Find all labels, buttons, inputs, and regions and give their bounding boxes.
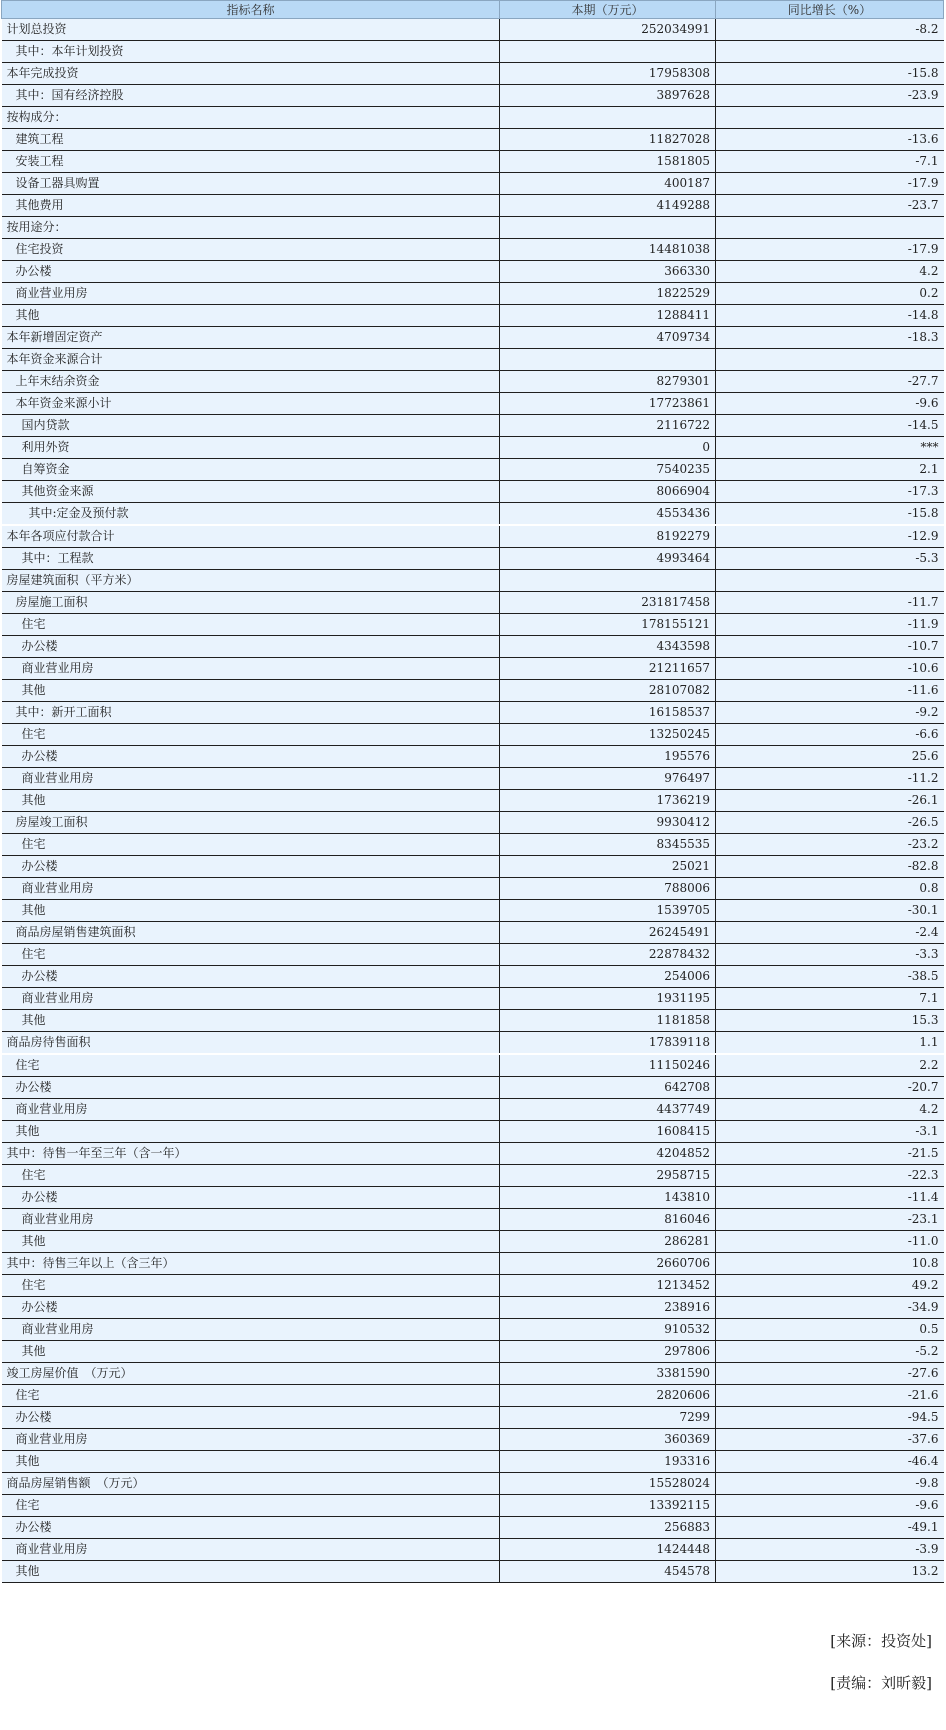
row-value	[500, 41, 716, 63]
row-growth: -17.3	[716, 481, 944, 503]
row-growth: -11.6	[716, 680, 944, 702]
row-growth: -21.6	[716, 1385, 944, 1407]
table-row	[2, 680, 944, 702]
table-row	[2, 1165, 944, 1187]
table-row	[2, 1121, 944, 1143]
table-row	[2, 195, 944, 217]
table-body	[2, 19, 944, 1583]
row-value: 17958308	[500, 63, 716, 85]
row-growth: -27.7	[716, 371, 944, 393]
table-row	[2, 922, 944, 944]
table-row	[2, 283, 944, 305]
row-value: 1581805	[500, 151, 716, 173]
table-row	[2, 768, 944, 790]
row-value: 11827028	[500, 129, 716, 151]
row-value: 2958715	[500, 1165, 716, 1187]
table-row	[2, 503, 944, 526]
row-label: 设备工器具购置	[2, 173, 500, 195]
row-value	[500, 217, 716, 239]
row-growth	[716, 349, 944, 371]
row-label: 安装工程	[2, 151, 500, 173]
row-growth: -15.8	[716, 503, 944, 526]
table-row	[2, 1473, 944, 1495]
row-growth: -23.7	[716, 195, 944, 217]
row-value: 1288411	[500, 305, 716, 327]
row-value: 454578	[500, 1561, 716, 1583]
table-row	[2, 1561, 944, 1583]
row-value: 26245491	[500, 922, 716, 944]
row-growth: -6.6	[716, 724, 944, 746]
row-value: 17723861	[500, 393, 716, 415]
row-growth: -8.2	[716, 19, 944, 41]
header-indicator-name: 指标名称	[2, 1, 500, 19]
row-growth: -23.9	[716, 85, 944, 107]
row-growth: -7.1	[716, 151, 944, 173]
row-growth: -34.9	[716, 1297, 944, 1319]
row-growth: -46.4	[716, 1451, 944, 1473]
row-value: 231817458	[500, 592, 716, 614]
row-growth: 2.1	[716, 459, 944, 481]
table-row	[2, 1319, 944, 1341]
row-label: 住宅	[2, 1385, 500, 1407]
table-row	[2, 1209, 944, 1231]
table-row	[2, 702, 944, 724]
table-row	[2, 1341, 944, 1363]
table-row	[2, 548, 944, 570]
row-label: 建筑工程	[2, 129, 500, 151]
row-growth	[716, 41, 944, 63]
source-note: [来源：投资处]	[830, 1632, 932, 1650]
row-growth: -2.4	[716, 922, 944, 944]
row-label: 商业营业用房	[2, 1319, 500, 1341]
row-label: 房屋建筑面积（平方米）	[2, 570, 500, 592]
row-value: 17839118	[500, 1032, 716, 1055]
table-row	[2, 107, 944, 129]
row-value: 297806	[500, 1341, 716, 1363]
table-row	[2, 1495, 944, 1517]
row-growth: -13.6	[716, 129, 944, 151]
row-growth: -9.6	[716, 393, 944, 415]
row-label: 其他	[2, 1231, 500, 1253]
table-row	[2, 878, 944, 900]
table-row	[2, 85, 944, 107]
row-label: 住宅	[2, 614, 500, 636]
row-label: 办公楼	[2, 261, 500, 283]
row-label: 商品房屋销售额 （万元）	[2, 1473, 500, 1495]
row-label: 办公楼	[2, 856, 500, 878]
table-row	[2, 1363, 944, 1385]
row-value: 4149288	[500, 195, 716, 217]
row-label: 办公楼	[2, 746, 500, 768]
row-growth: -22.3	[716, 1165, 944, 1187]
table-row	[2, 19, 944, 41]
row-label: 住宅	[2, 944, 500, 966]
row-label: 办公楼	[2, 1297, 500, 1319]
row-growth: -23.2	[716, 834, 944, 856]
table-row	[2, 1054, 944, 1077]
row-growth: 0.2	[716, 283, 944, 305]
row-label: 商业营业用房	[2, 1099, 500, 1121]
row-value	[500, 349, 716, 371]
table-row	[2, 900, 944, 922]
row-growth: -38.5	[716, 966, 944, 988]
row-growth: -20.7	[716, 1077, 944, 1099]
row-label: 其他	[2, 305, 500, 327]
row-growth: -12.9	[716, 525, 944, 548]
row-growth: 25.6	[716, 746, 944, 768]
row-value: 15528024	[500, 1473, 716, 1495]
row-growth	[716, 107, 944, 129]
row-label: 其他	[2, 900, 500, 922]
row-label: 本年各项应付款合计	[2, 525, 500, 548]
row-value: 1608415	[500, 1121, 716, 1143]
row-label: 商业营业用房	[2, 658, 500, 680]
row-value: 4204852	[500, 1143, 716, 1165]
header-yoy-growth: 同比增长（%）	[716, 1, 944, 19]
row-label: 商品房屋销售建筑面积	[2, 922, 500, 944]
row-label: 其他费用	[2, 195, 500, 217]
row-label: 商品房待售面积	[2, 1032, 500, 1055]
row-label: 房屋施工面积	[2, 592, 500, 614]
row-label: 其中：工程款	[2, 548, 500, 570]
row-value: 400187	[500, 173, 716, 195]
row-growth: 4.2	[716, 1099, 944, 1121]
table-row	[2, 1253, 944, 1275]
table-row	[2, 790, 944, 812]
row-value: 1822529	[500, 283, 716, 305]
row-value: 3897628	[500, 85, 716, 107]
table-row	[2, 481, 944, 503]
row-growth: 15.3	[716, 1010, 944, 1032]
table-row	[2, 1539, 944, 1561]
row-value: 788006	[500, 878, 716, 900]
table-row	[2, 41, 944, 63]
row-value: 195576	[500, 746, 716, 768]
table-row	[2, 129, 944, 151]
row-growth: -30.1	[716, 900, 944, 922]
row-value: 256883	[500, 1517, 716, 1539]
row-value: 13250245	[500, 724, 716, 746]
row-label: 住宅	[2, 834, 500, 856]
row-value	[500, 107, 716, 129]
table-row	[2, 349, 944, 371]
row-value: 7540235	[500, 459, 716, 481]
row-label: 竣工房屋价值 （万元）	[2, 1363, 500, 1385]
row-growth: -3.1	[716, 1121, 944, 1143]
row-label: 本年资金来源小计	[2, 393, 500, 415]
row-growth: -5.3	[716, 548, 944, 570]
row-label: 商业营业用房	[2, 988, 500, 1010]
table-row	[2, 1187, 944, 1209]
table-row	[2, 261, 944, 283]
row-growth: -49.1	[716, 1517, 944, 1539]
row-label: 商业营业用房	[2, 1539, 500, 1561]
editor-note: [责编：刘昕毅]	[830, 1674, 932, 1692]
table-row	[2, 415, 944, 437]
table-row	[2, 151, 944, 173]
table-row	[2, 988, 944, 1010]
table-row	[2, 1451, 944, 1473]
row-label: 住宅	[2, 1165, 500, 1187]
table-row	[2, 614, 944, 636]
row-value: 8066904	[500, 481, 716, 503]
table-row	[2, 570, 944, 592]
row-label: 其中:定金及预付款	[2, 503, 500, 526]
row-value: 193316	[500, 1451, 716, 1473]
table-row	[2, 239, 944, 261]
header-current-period: 本期（万元）	[500, 1, 716, 19]
row-growth: -11.7	[716, 592, 944, 614]
row-growth: -94.5	[716, 1407, 944, 1429]
table-row	[2, 1297, 944, 1319]
row-value: 252034991	[500, 19, 716, 41]
table-row	[2, 437, 944, 459]
row-growth: 0.5	[716, 1319, 944, 1341]
row-label: 住宅	[2, 1054, 500, 1077]
row-value: 16158537	[500, 702, 716, 724]
row-label: 住宅	[2, 1495, 500, 1517]
row-value: 143810	[500, 1187, 716, 1209]
row-label: 国内贷款	[2, 415, 500, 437]
row-label: 其他	[2, 1341, 500, 1363]
row-growth: -10.6	[716, 658, 944, 680]
row-label: 其中：新开工面积	[2, 702, 500, 724]
row-value: 2820606	[500, 1385, 716, 1407]
table-row	[2, 1407, 944, 1429]
row-value: 4437749	[500, 1099, 716, 1121]
row-label: 其中：待售三年以上（含三年）	[2, 1253, 500, 1275]
row-growth: 49.2	[716, 1275, 944, 1297]
row-label: 办公楼	[2, 966, 500, 988]
row-value: 642708	[500, 1077, 716, 1099]
table-row	[2, 1032, 944, 1055]
row-value	[500, 570, 716, 592]
row-value: 7299	[500, 1407, 716, 1429]
row-value: 28107082	[500, 680, 716, 702]
row-value: 238916	[500, 1297, 716, 1319]
row-value: 910532	[500, 1319, 716, 1341]
row-value: 1181858	[500, 1010, 716, 1032]
statistics-table	[1, 0, 944, 1583]
row-value: 0	[500, 437, 716, 459]
row-label: 本年资金来源合计	[2, 349, 500, 371]
table-row	[2, 636, 944, 658]
row-value: 25021	[500, 856, 716, 878]
table-row	[2, 1143, 944, 1165]
row-value: 13392115	[500, 1495, 716, 1517]
table-row	[2, 63, 944, 85]
table-row	[2, 592, 944, 614]
row-growth: -10.7	[716, 636, 944, 658]
row-growth: ***	[716, 437, 944, 459]
row-growth: -11.9	[716, 614, 944, 636]
table-row	[2, 1010, 944, 1032]
row-label: 商业营业用房	[2, 1209, 500, 1231]
table-row	[2, 305, 944, 327]
table-row	[2, 459, 944, 481]
row-value: 1736219	[500, 790, 716, 812]
row-growth: -18.3	[716, 327, 944, 349]
row-growth: -23.1	[716, 1209, 944, 1231]
table-row	[2, 856, 944, 878]
row-label: 商业营业用房	[2, 283, 500, 305]
row-label: 办公楼	[2, 1077, 500, 1099]
row-label: 按构成分：	[2, 107, 500, 129]
row-growth: 7.1	[716, 988, 944, 1010]
row-growth: -37.6	[716, 1429, 944, 1451]
row-growth: -17.9	[716, 239, 944, 261]
row-growth	[716, 217, 944, 239]
row-label: 办公楼	[2, 1187, 500, 1209]
row-value: 1539705	[500, 900, 716, 922]
row-label: 其他	[2, 680, 500, 702]
row-label: 商业营业用房	[2, 1429, 500, 1451]
table-row	[2, 327, 944, 349]
row-growth: -5.2	[716, 1341, 944, 1363]
row-label: 房屋竣工面积	[2, 812, 500, 834]
row-label: 住宅	[2, 1275, 500, 1297]
row-growth: -26.1	[716, 790, 944, 812]
table-row	[2, 1099, 944, 1121]
table-row	[2, 1517, 944, 1539]
row-value: 366330	[500, 261, 716, 283]
row-label: 其他	[2, 790, 500, 812]
row-label: 上年末结余资金	[2, 371, 500, 393]
row-growth: -9.6	[716, 1495, 944, 1517]
row-growth: 0.8	[716, 878, 944, 900]
table-row	[2, 966, 944, 988]
row-growth: -82.8	[716, 856, 944, 878]
row-value: 2116722	[500, 415, 716, 437]
row-value: 4343598	[500, 636, 716, 658]
row-label: 其他	[2, 1010, 500, 1032]
table-row	[2, 1429, 944, 1451]
row-value: 21211657	[500, 658, 716, 680]
table-row	[2, 525, 944, 548]
row-growth: -3.3	[716, 944, 944, 966]
row-label: 其他	[2, 1561, 500, 1583]
row-label: 商业营业用房	[2, 768, 500, 790]
row-value: 2660706	[500, 1253, 716, 1275]
row-growth: -27.6	[716, 1363, 944, 1385]
row-growth: -26.5	[716, 812, 944, 834]
table-header-row	[2, 1, 944, 19]
row-value: 1931195	[500, 988, 716, 1010]
row-label: 按用途分：	[2, 217, 500, 239]
table-row	[2, 1275, 944, 1297]
row-growth: -15.8	[716, 63, 944, 85]
row-growth: -11.0	[716, 1231, 944, 1253]
row-label: 商业营业用房	[2, 878, 500, 900]
table-row	[2, 1077, 944, 1099]
row-growth: -14.5	[716, 415, 944, 437]
table-row	[2, 217, 944, 239]
row-value: 22878432	[500, 944, 716, 966]
row-label: 其他	[2, 1121, 500, 1143]
table-row	[2, 1231, 944, 1253]
row-label: 其中：本年计划投资	[2, 41, 500, 63]
row-value: 3381590	[500, 1363, 716, 1385]
row-label: 自筹资金	[2, 459, 500, 481]
row-label: 计划总投资	[2, 19, 500, 41]
row-value: 286281	[500, 1231, 716, 1253]
row-value: 8345535	[500, 834, 716, 856]
row-value: 4993464	[500, 548, 716, 570]
row-label: 其他	[2, 1451, 500, 1473]
table-row	[2, 944, 944, 966]
row-growth: 1.1	[716, 1032, 944, 1055]
row-value: 8279301	[500, 371, 716, 393]
table-row	[2, 746, 944, 768]
row-growth: 13.2	[716, 1561, 944, 1583]
row-value: 360369	[500, 1429, 716, 1451]
row-value: 11150246	[500, 1054, 716, 1077]
row-value: 1213452	[500, 1275, 716, 1297]
table-row	[2, 393, 944, 415]
table-row	[2, 834, 944, 856]
row-value: 254006	[500, 966, 716, 988]
row-growth: 10.8	[716, 1253, 944, 1275]
table-row	[2, 173, 944, 195]
row-value: 4553436	[500, 503, 716, 526]
row-value: 178155121	[500, 614, 716, 636]
row-label: 住宅投资	[2, 239, 500, 261]
row-value: 14481038	[500, 239, 716, 261]
row-growth: 4.2	[716, 261, 944, 283]
row-value: 816046	[500, 1209, 716, 1231]
row-label: 其中：国有经济控股	[2, 85, 500, 107]
row-value: 1424448	[500, 1539, 716, 1561]
row-label: 办公楼	[2, 1407, 500, 1429]
row-label: 住宅	[2, 724, 500, 746]
statistics-table-container	[1, 0, 943, 1583]
row-value: 8192279	[500, 525, 716, 548]
row-growth: -3.9	[716, 1539, 944, 1561]
row-growth	[716, 570, 944, 592]
row-growth: -11.2	[716, 768, 944, 790]
row-growth: -21.5	[716, 1143, 944, 1165]
row-growth: -9.8	[716, 1473, 944, 1495]
table-row	[2, 658, 944, 680]
row-growth: -11.4	[716, 1187, 944, 1209]
row-growth: -14.8	[716, 305, 944, 327]
row-label: 办公楼	[2, 636, 500, 658]
table-row	[2, 812, 944, 834]
row-growth: 2.2	[716, 1054, 944, 1077]
row-label: 利用外资	[2, 437, 500, 459]
table-row	[2, 724, 944, 746]
row-label: 其他资金来源	[2, 481, 500, 503]
row-label: 本年新增固定资产	[2, 327, 500, 349]
row-growth: -17.9	[716, 173, 944, 195]
row-label: 本年完成投资	[2, 63, 500, 85]
row-label: 办公楼	[2, 1517, 500, 1539]
row-value: 976497	[500, 768, 716, 790]
table-row	[2, 371, 944, 393]
table-row	[2, 1385, 944, 1407]
row-value: 4709734	[500, 327, 716, 349]
row-value: 9930412	[500, 812, 716, 834]
row-growth: -9.2	[716, 702, 944, 724]
row-label: 其中：待售一年至三年（含一年）	[2, 1143, 500, 1165]
